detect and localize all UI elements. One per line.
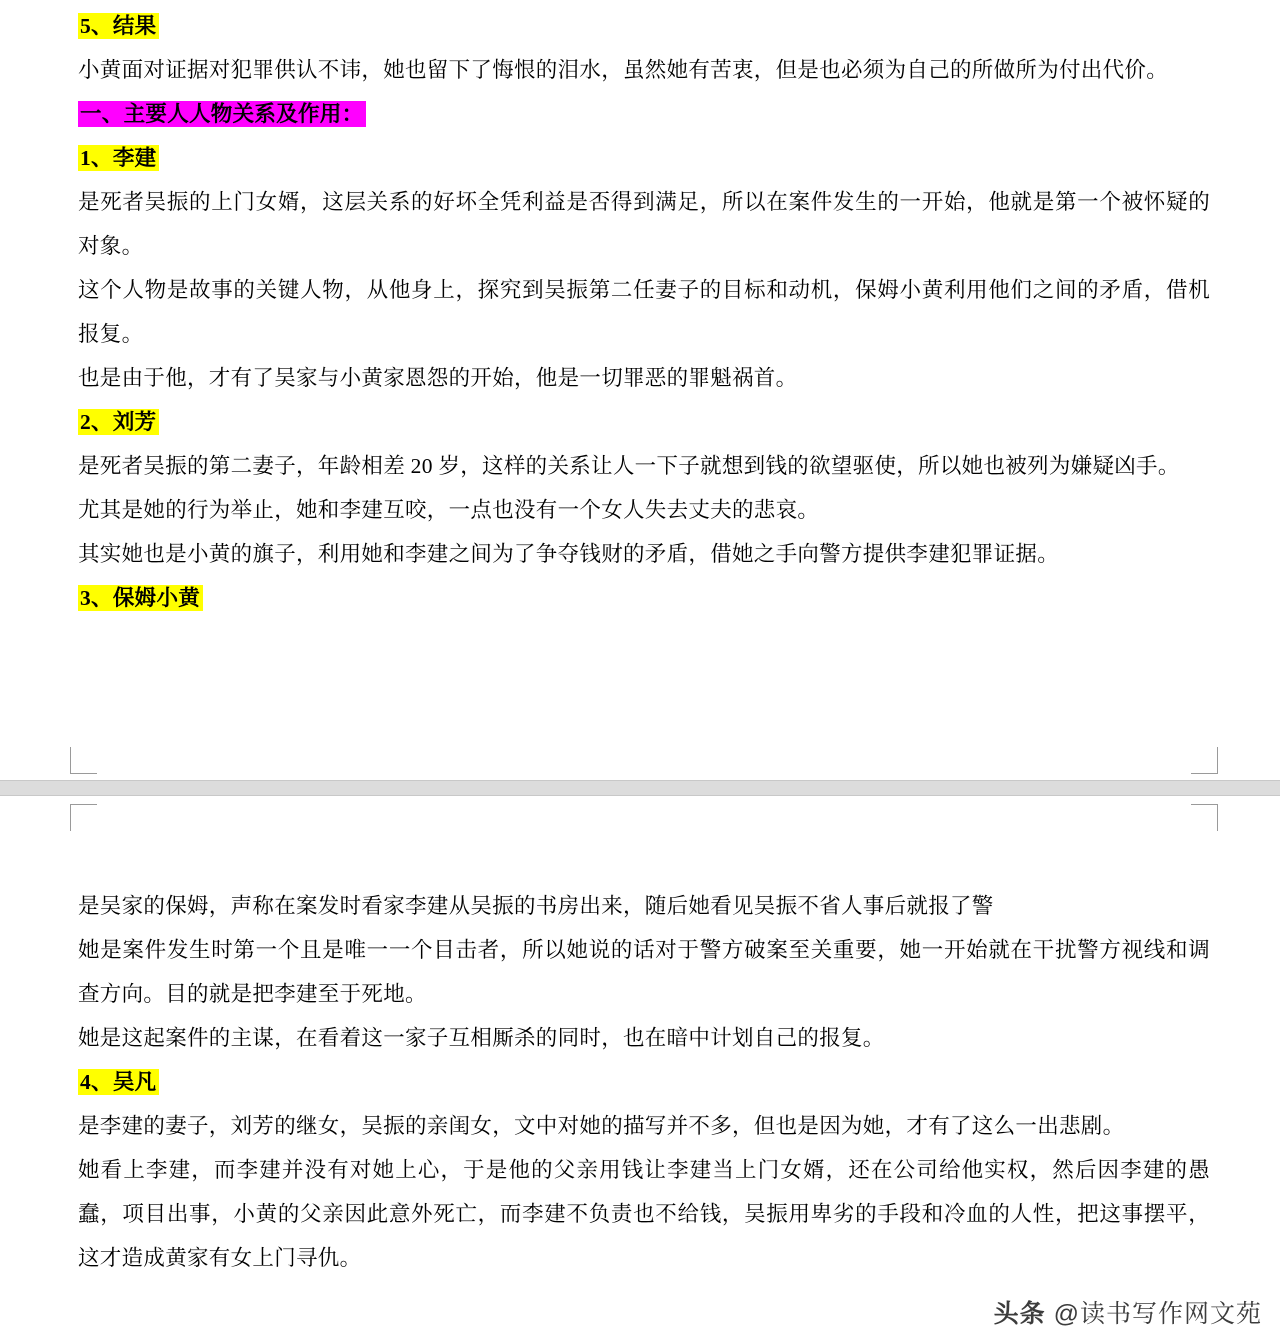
paragraph: 她看上李建，而李建并没有对她上心，于是他的父亲用钱让李建当上门女婿，还在公司给他实权，然后因李建的愚蠢，项目出事，小黄的父亲因此意外死亡，而李建不负责也不给钱，吴振用卑劣的手段和冷血的人性，把这事摆平，这才造成黄家有女上门寻仇。 bbox=[78, 1158, 1210, 1270]
crop-mark-bottom-left-icon bbox=[70, 747, 97, 774]
crop-mark-bottom-right-icon bbox=[1191, 747, 1218, 774]
paragraph: 是死者吴振的上门女婿，这层关系的好坏全凭利益是否得到满足，所以在案件发生的一开始，他就是第一个被怀疑的对象。 bbox=[78, 190, 1210, 258]
watermark-brand: 头条 bbox=[993, 1300, 1046, 1328]
page-break-divider bbox=[0, 780, 1280, 796]
paragraph: 小黄面对证据对犯罪供认不讳，她也留下了悔恨的泪水，虽然她有苦衷，但是也必须为自己的所做所为付出代价。 bbox=[78, 58, 1169, 82]
crop-mark-top-left-icon bbox=[70, 804, 97, 831]
section-heading-main bbox=[78, 92, 1210, 136]
paragraph: 她是这起案件的主谋，在看着这一家子互相厮杀的同时，也在暗中计划自己的报复。 bbox=[78, 1026, 885, 1050]
page-top-margin bbox=[78, 796, 1210, 884]
document-page-2 bbox=[0, 796, 1280, 1336]
section-heading bbox=[78, 1060, 1210, 1104]
highlight-yellow: 3、保姆小黄 bbox=[78, 585, 203, 611]
watermark bbox=[994, 1294, 1262, 1330]
paragraph: 是李建的妻子，刘芳的继女，吴振的亲闺女，文中对她的描写并不多，但也是因为她，才有了这么一出悲剧。 bbox=[78, 1114, 1125, 1138]
section-heading bbox=[78, 400, 1210, 444]
highlight-yellow: 1、李建 bbox=[78, 145, 159, 171]
paragraph: 也是由于他，才有了吴家与小黄家恩怨的开始，他是一切罪恶的罪魁祸首。 bbox=[78, 366, 798, 390]
paragraph: 尤其是她的行为举止，她和李建互咬，一点也没有一个女人失去丈夫的悲哀。 bbox=[78, 498, 820, 522]
crop-mark-top-right-icon bbox=[1191, 804, 1218, 831]
paragraph: 是死者吴振的第二妻子，年龄相差 20 岁，这样的关系让人一下子就想到钱的欲望驱使，所以她也被列为嫌疑凶手。 bbox=[78, 454, 1180, 478]
highlight-yellow: 2、刘芳 bbox=[78, 409, 159, 435]
highlight-yellow: 5、结果 bbox=[78, 13, 159, 39]
paragraph: 这个人物是故事的关键人物，从他身上，探究到吴振第二任妻子的目标和动机，保姆小黄利用他们之间的矛盾，借机报复。 bbox=[78, 278, 1210, 346]
highlight-yellow: 4、吴凡 bbox=[78, 1069, 159, 1095]
paragraph: 其实她也是小黄的旗子，利用她和李建之间为了争夺钱财的矛盾，借她之手向警方提供李建犯罪证据。 bbox=[78, 542, 1060, 566]
highlight-magenta: 一、主要人人物关系及作用： bbox=[78, 101, 366, 127]
section-heading bbox=[78, 136, 1210, 180]
paragraph: 她是案件发生时第一个且是唯一一个目击者，所以她说的话对于警方破案至关重要，她一开始就在干扰警方视线和调查方向。目的就是把李建至于死地。 bbox=[78, 938, 1210, 1006]
watermark-username: @读书写作网文苑 bbox=[1053, 1300, 1262, 1328]
section-heading bbox=[78, 576, 1210, 620]
paragraph: 是吴家的保姆，声称在案发时看家李建从吴振的书房出来，随后她看见吴振不省人事后就报了警 bbox=[78, 894, 994, 918]
section-heading bbox=[78, 4, 1210, 48]
